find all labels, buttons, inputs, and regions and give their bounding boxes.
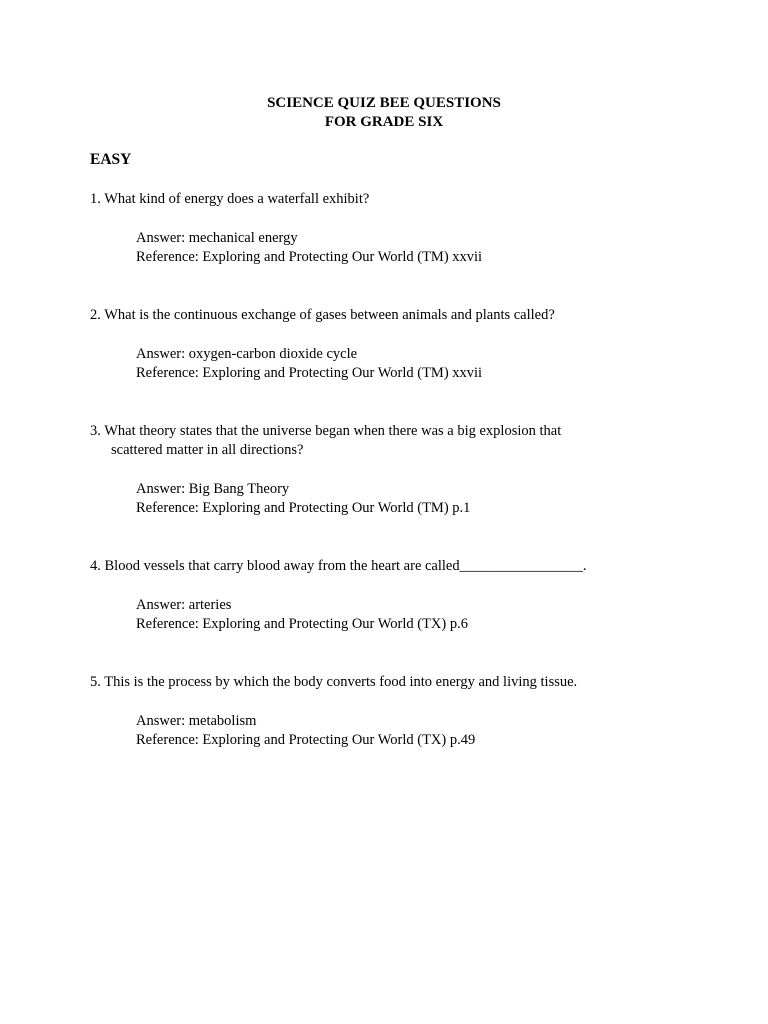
question-1: 1. What kind of energy does a waterfall exhibit? <box>90 191 370 207</box>
reference-3: Reference: Exploring and Protecting Our World (TM) p.1 <box>136 500 471 516</box>
answer-3: Answer: Big Bang Theory <box>136 481 290 497</box>
question-5: 5. This is the process by which the body converts food into energy and living tissue. <box>90 674 578 690</box>
question-3-continued: scattered matter in all directions? <box>111 442 304 458</box>
reference-2: Reference: Exploring and Protecting Our World (TM) xxvii <box>136 365 483 381</box>
answer-5: Answer: metabolism <box>136 713 257 729</box>
question-2: 2. What is the continuous exchange of gases between animals and plants called? <box>90 307 555 323</box>
reference-1: Reference: Exploring and Protecting Our World (TM) xxvii <box>136 249 483 265</box>
answer-1: Answer: mechanical energy <box>136 230 298 246</box>
answer-2: Answer: oxygen-carbon dioxide cycle <box>136 346 358 362</box>
reference-4: Reference: Exploring and Protecting Our World (TX) p.6 <box>136 616 468 632</box>
answer-4: Answer: arteries <box>136 597 232 613</box>
section-heading: EASY <box>90 151 132 168</box>
question-4: 4. Blood vessels that carry blood away from the heart are called_________________. <box>90 558 587 574</box>
document-subtitle: FOR GRADE SIX <box>324 114 444 130</box>
reference-5: Reference: Exploring and Protecting Our World (TX) p.49 <box>136 732 476 748</box>
question-3: 3. What theory states that the universe began when there was a big explosion that <box>90 423 562 439</box>
document-title: SCIENCE QUIZ BEE QUESTIONS <box>267 95 501 111</box>
